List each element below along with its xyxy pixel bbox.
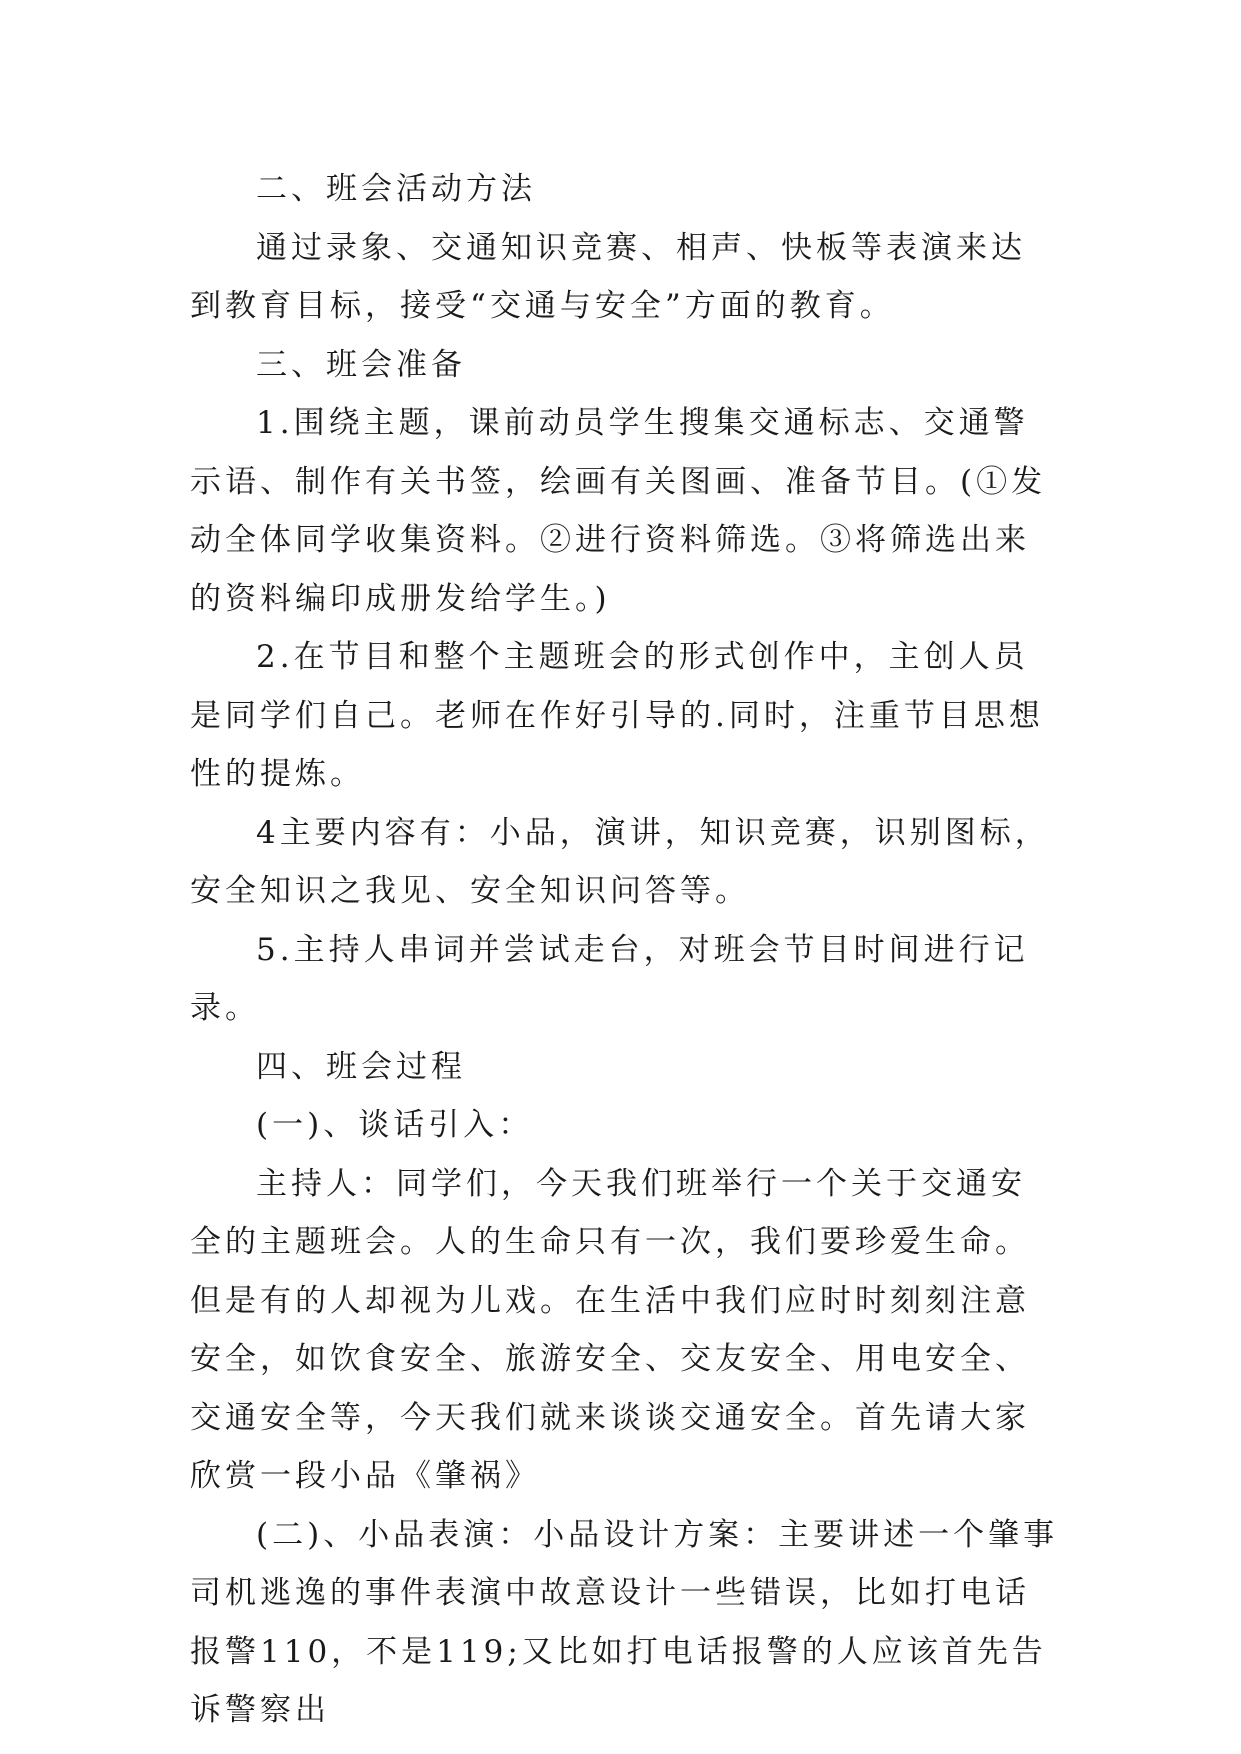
paragraph-host-speech: 主持人：同学们，今天我们班举行一个关于交通安全的主题班会。人的生命只有一次，我们要珍爱生命。但是有的人却视为儿戏。在生活中我们应时时刻刻注意安全，如饮食安全、旅游安全、交友安全、用电安全、交通安全等，今天我们就来谈谈交通安全。首先请大家欣赏一段小品《肇祸》 [190,1165,1030,1494]
section-heading-methods: 二、班会活动方法 [256,171,536,207]
paragraph-methods: 通过录象、交通知识竞赛、相声、快板等表演来达到教育目标，接受“交通与安全”方面的教育。 [190,229,1026,324]
list-item-5: 5.主持人串词并尝试走台，对班会节目时间进行记录。 [190,931,1029,1026]
document-body [190,160,1060,1740]
subsection-heading-intro: (一)、谈话引入： [256,1107,534,1143]
list-item-2: 2.在节目和整个主题班会的形式创作中，主创人员是同学们自己。老师在作好引导的.同时，注重节目思想性的提炼。 [190,639,1044,792]
paragraph-skit: (二)、小品表演：小品设计方案：主要讲述一个肇事司机逃逸的事件表演中故意设计一些错误，比如打电话报警110，不是119;又比如打电话报警的人应该首先告诉警察出 [190,1516,1059,1728]
list-item-4: 4主要内容有：小品，演讲，知识竞赛，识别图标，安全知识之我见、安全知识问答等。 [190,814,1050,909]
list-item-1: 1.围绕主题，课前动员学生搜集交通标志、交通警示语、制作有关书签，绘画有关图画、准备节目。(①发动全体同学收集资料。②进行资料筛选。③将筛选出来的资料编印成册发给学生。) [190,405,1047,617]
section-heading-preparation: 三、班会准备 [256,346,466,383]
section-heading-process: 四、班会过程 [256,1048,466,1085]
